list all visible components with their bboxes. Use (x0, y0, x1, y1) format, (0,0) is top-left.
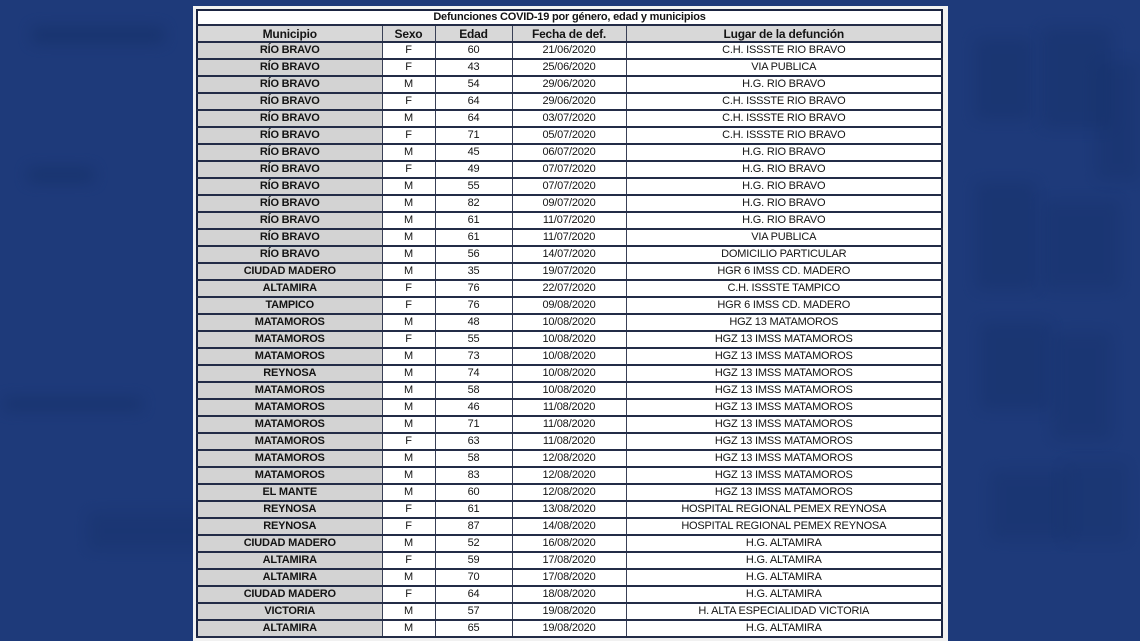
cell-municipio: RÍO BRAVO (197, 93, 382, 110)
cell-fecha: 05/07/2020 (512, 127, 626, 144)
cell-edad: 45 (435, 144, 512, 161)
table-row (197, 331, 942, 348)
cell-municipio: ALTAMIRA (197, 552, 382, 569)
cell-edad: 61 (435, 229, 512, 246)
cell-municipio: RÍO BRAVO (197, 59, 382, 76)
cell-lugar: HGZ 13 IMSS MATAMOROS (626, 416, 942, 433)
cell-lugar: C.H. ISSSTE RIO BRAVO (626, 110, 942, 127)
cell-edad: 74 (435, 365, 512, 382)
table-row (197, 348, 942, 365)
table-row (197, 518, 942, 535)
cell-sexo: M (382, 229, 435, 246)
cell-edad: 64 (435, 586, 512, 603)
table-row (197, 314, 942, 331)
cell-sexo: M (382, 467, 435, 484)
cell-sexo: M (382, 450, 435, 467)
cell-sexo: M (382, 144, 435, 161)
cell-sexo: M (382, 535, 435, 552)
cell-sexo: M (382, 76, 435, 93)
cell-sexo: M (382, 348, 435, 365)
cell-fecha: 25/06/2020 (512, 59, 626, 76)
cell-municipio: MATAMOROS (197, 331, 382, 348)
cell-fecha: 09/07/2020 (512, 195, 626, 212)
cell-sexo: M (382, 365, 435, 382)
cell-edad: 82 (435, 195, 512, 212)
table-row (197, 416, 942, 433)
cell-edad: 43 (435, 59, 512, 76)
cell-edad: 64 (435, 110, 512, 127)
cell-edad: 76 (435, 297, 512, 314)
cell-sexo: M (382, 569, 435, 586)
cell-fecha: 19/08/2020 (512, 620, 626, 637)
cell-edad: 46 (435, 399, 512, 416)
cell-municipio: RÍO BRAVO (197, 178, 382, 195)
cell-edad: 65 (435, 620, 512, 637)
cell-sexo: M (382, 382, 435, 399)
cell-fecha: 18/08/2020 (512, 586, 626, 603)
table-row (197, 195, 942, 212)
background-blur-shape (990, 470, 1070, 540)
cell-fecha: 17/08/2020 (512, 552, 626, 569)
cell-lugar: HGZ 13 IMSS MATAMOROS (626, 331, 942, 348)
cell-lugar: HOSPITAL REGIONAL PEMEX REYNOSA (626, 518, 942, 535)
table-row (197, 603, 942, 620)
table-row (197, 212, 942, 229)
cell-sexo: M (382, 603, 435, 620)
cell-lugar: C.H. ISSSTE RIO BRAVO (626, 93, 942, 110)
cell-municipio: RÍO BRAVO (197, 229, 382, 246)
cell-fecha: 10/08/2020 (512, 331, 626, 348)
cell-edad: 76 (435, 280, 512, 297)
cell-edad: 73 (435, 348, 512, 365)
cell-edad: 83 (435, 467, 512, 484)
cell-edad: 61 (435, 212, 512, 229)
cell-lugar: HGZ 13 IMSS MATAMOROS (626, 365, 942, 382)
cell-lugar: H. ALTA ESPECIALIDAD VICTORIA (626, 603, 942, 620)
table-row (197, 535, 942, 552)
cell-fecha: 11/07/2020 (512, 212, 626, 229)
background-blur-shape (1062, 462, 1128, 542)
cell-edad: 87 (435, 518, 512, 535)
cell-fecha: 14/08/2020 (512, 518, 626, 535)
cell-fecha: 17/08/2020 (512, 569, 626, 586)
cell-edad: 35 (435, 263, 512, 280)
cell-municipio: CIUDAD MADERO (197, 535, 382, 552)
column-header-edad: Edad (435, 25, 512, 42)
cell-lugar: H.G. ALTAMIRA (626, 586, 942, 603)
cell-lugar: H.G. RIO BRAVO (626, 212, 942, 229)
cell-municipio: RÍO BRAVO (197, 195, 382, 212)
cell-fecha: 16/08/2020 (512, 535, 626, 552)
cell-sexo: M (382, 263, 435, 280)
table-row (197, 144, 942, 161)
cell-sexo: F (382, 42, 435, 59)
cell-edad: 48 (435, 314, 512, 331)
cell-lugar: C.H. ISSSTE RIO BRAVO (626, 127, 942, 144)
cell-sexo: F (382, 331, 435, 348)
table-row (197, 93, 942, 110)
cell-edad: 52 (435, 535, 512, 552)
cell-municipio: MATAMOROS (197, 433, 382, 450)
cell-edad: 60 (435, 42, 512, 59)
cell-fecha: 29/06/2020 (512, 93, 626, 110)
cell-sexo: M (382, 110, 435, 127)
table-row (197, 382, 942, 399)
cell-fecha: 21/06/2020 (512, 42, 626, 59)
cell-sexo: M (382, 314, 435, 331)
cell-edad: 49 (435, 161, 512, 178)
table-row (197, 365, 942, 382)
table-row (197, 229, 942, 246)
cell-sexo: F (382, 59, 435, 76)
background-blur-shape (4, 398, 142, 410)
cell-lugar: HGR 6 IMSS CD. MADERO (626, 297, 942, 314)
cell-edad: 59 (435, 552, 512, 569)
background-blur-shape (1042, 200, 1120, 290)
cell-fecha: 11/08/2020 (512, 416, 626, 433)
cell-municipio: MATAMOROS (197, 382, 382, 399)
cell-lugar: HGZ 13 IMSS MATAMOROS (626, 348, 942, 365)
cell-municipio: RÍO BRAVO (197, 161, 382, 178)
cell-fecha: 12/08/2020 (512, 450, 626, 467)
table-row (197, 76, 942, 93)
cell-fecha: 11/08/2020 (512, 399, 626, 416)
cell-lugar: VIA PUBLICA (626, 59, 942, 76)
cell-fecha: 29/06/2020 (512, 76, 626, 93)
table-row (197, 433, 942, 450)
cell-lugar: HGZ 13 IMSS MATAMOROS (626, 450, 942, 467)
table-row (197, 297, 942, 314)
table-row (197, 42, 942, 59)
cell-edad: 60 (435, 484, 512, 501)
cell-municipio: RÍO BRAVO (197, 110, 382, 127)
cell-sexo: M (382, 484, 435, 501)
cell-lugar: HGZ 13 IMSS MATAMOROS (626, 484, 942, 501)
cell-edad: 71 (435, 127, 512, 144)
cell-lugar: C.H. ISSSTE RIO BRAVO (626, 42, 942, 59)
table-title: Defunciones COVID-19 por género, edad y municipios (197, 10, 942, 25)
cell-lugar: HOSPITAL REGIONAL PEMEX REYNOSA (626, 501, 942, 518)
cell-sexo: M (382, 195, 435, 212)
cell-edad: 57 (435, 603, 512, 620)
cell-edad: 61 (435, 501, 512, 518)
table-row (197, 161, 942, 178)
cell-lugar: H.G. ALTAMIRA (626, 620, 942, 637)
cell-fecha: 07/07/2020 (512, 161, 626, 178)
cell-municipio: RÍO BRAVO (197, 246, 382, 263)
cell-edad: 71 (435, 416, 512, 433)
cell-fecha: 12/08/2020 (512, 484, 626, 501)
table-row (197, 450, 942, 467)
cell-municipio: MATAMOROS (197, 467, 382, 484)
cell-municipio: CIUDAD MADERO (197, 586, 382, 603)
cell-fecha: 12/08/2020 (512, 467, 626, 484)
cell-sexo: M (382, 399, 435, 416)
cell-municipio: ALTAMIRA (197, 280, 382, 297)
cell-edad: 58 (435, 382, 512, 399)
cell-municipio: ALTAMIRA (197, 569, 382, 586)
cell-lugar: HGZ 13 IMSS MATAMOROS (626, 433, 942, 450)
cell-sexo: F (382, 433, 435, 450)
cell-municipio: REYNOSA (197, 518, 382, 535)
cell-lugar: DOMICILIO PARTICULAR (626, 246, 942, 263)
cell-sexo: F (382, 552, 435, 569)
cell-fecha: 10/08/2020 (512, 314, 626, 331)
cell-sexo: F (382, 280, 435, 297)
table-row (197, 263, 942, 280)
cell-sexo: F (382, 93, 435, 110)
background-blur-shape (975, 38, 1033, 120)
cell-lugar: HGZ 13 IMSS MATAMOROS (626, 467, 942, 484)
column-header-lugar: Lugar de la defunción (626, 25, 942, 42)
cell-fecha: 10/08/2020 (512, 382, 626, 399)
cell-lugar: H.G. ALTAMIRA (626, 569, 942, 586)
cell-lugar: H.G. RIO BRAVO (626, 76, 942, 93)
column-header-municipio: Municipio (197, 25, 382, 42)
table-row (197, 552, 942, 569)
cell-fecha: 13/08/2020 (512, 501, 626, 518)
report-sheet (193, 6, 948, 641)
cell-lugar: HGZ 13 MATAMOROS (626, 314, 942, 331)
column-header-fecha: Fecha de def. (512, 25, 626, 42)
table-row (197, 586, 942, 603)
cell-sexo: M (382, 620, 435, 637)
cell-municipio: REYNOSA (197, 365, 382, 382)
table-row (197, 127, 942, 144)
cell-fecha: 11/08/2020 (512, 433, 626, 450)
background-blur-shape (1052, 332, 1112, 440)
covid-deaths-table (196, 9, 943, 638)
cell-lugar: H.G. RIO BRAVO (626, 161, 942, 178)
cell-lugar: VIA PUBLICA (626, 229, 942, 246)
cell-edad: 54 (435, 76, 512, 93)
cell-sexo: F (382, 297, 435, 314)
table-row (197, 178, 942, 195)
background-blur-shape (980, 322, 1050, 410)
cell-sexo: F (382, 161, 435, 178)
cell-municipio: MATAMOROS (197, 416, 382, 433)
cell-municipio: MATAMOROS (197, 450, 382, 467)
cell-fecha: 07/07/2020 (512, 178, 626, 195)
table-row (197, 484, 942, 501)
cell-sexo: F (382, 586, 435, 603)
background-blur-shape (1096, 62, 1140, 180)
cell-municipio: REYNOSA (197, 501, 382, 518)
cell-lugar: HGZ 13 IMSS MATAMOROS (626, 399, 942, 416)
cell-fecha: 09/08/2020 (512, 297, 626, 314)
cell-fecha: 06/07/2020 (512, 144, 626, 161)
cell-fecha: 22/07/2020 (512, 280, 626, 297)
cell-lugar: HGZ 13 IMSS MATAMOROS (626, 382, 942, 399)
cell-sexo: F (382, 518, 435, 535)
cell-lugar: H.G. ALTAMIRA (626, 535, 942, 552)
cell-fecha: 19/07/2020 (512, 263, 626, 280)
cell-lugar: HGR 6 IMSS CD. MADERO (626, 263, 942, 280)
table-title-row (197, 10, 942, 25)
table-row (197, 59, 942, 76)
cell-edad: 55 (435, 331, 512, 348)
cell-municipio: TAMPICO (197, 297, 382, 314)
cell-fecha: 03/07/2020 (512, 110, 626, 127)
cell-edad: 58 (435, 450, 512, 467)
table-header-row (197, 25, 942, 42)
table-row (197, 501, 942, 518)
table-row (197, 280, 942, 297)
background-blur-shape (28, 168, 94, 182)
cell-municipio: EL MANTE (197, 484, 382, 501)
column-header-sexo: Sexo (382, 25, 435, 42)
table-row (197, 399, 942, 416)
cell-fecha: 10/08/2020 (512, 348, 626, 365)
cell-fecha: 14/07/2020 (512, 246, 626, 263)
table-row (197, 620, 942, 637)
cell-edad: 55 (435, 178, 512, 195)
table-row (197, 569, 942, 586)
cell-fecha: 10/08/2020 (512, 365, 626, 382)
cell-lugar: H.G. ALTAMIRA (626, 552, 942, 569)
cell-fecha: 11/07/2020 (512, 229, 626, 246)
cell-lugar: H.G. RIO BRAVO (626, 144, 942, 161)
cell-edad: 56 (435, 246, 512, 263)
cell-sexo: M (382, 178, 435, 195)
cell-edad: 70 (435, 569, 512, 586)
cell-edad: 63 (435, 433, 512, 450)
cell-lugar: C.H. ISSSTE TAMPICO (626, 280, 942, 297)
cell-sexo: M (382, 416, 435, 433)
table-row (197, 110, 942, 127)
cell-municipio: ALTAMIRA (197, 620, 382, 637)
cell-municipio: RÍO BRAVO (197, 76, 382, 93)
cell-municipio: RÍO BRAVO (197, 212, 382, 229)
background-blur-shape (976, 182, 1036, 290)
table-row (197, 467, 942, 484)
cell-municipio: RÍO BRAVO (197, 127, 382, 144)
cell-municipio: MATAMOROS (197, 348, 382, 365)
cell-sexo: F (382, 501, 435, 518)
cell-sexo: M (382, 246, 435, 263)
cell-lugar: H.G. RIO BRAVO (626, 178, 942, 195)
cell-sexo: M (382, 212, 435, 229)
cell-sexo: F (382, 127, 435, 144)
cell-municipio: CIUDAD MADERO (197, 263, 382, 280)
cell-fecha: 19/08/2020 (512, 603, 626, 620)
cell-municipio: RÍO BRAVO (197, 144, 382, 161)
cell-municipio: VICTORIA (197, 603, 382, 620)
cell-municipio: RÍO BRAVO (197, 42, 382, 59)
cell-municipio: MATAMOROS (197, 399, 382, 416)
cell-lugar: H.G. RIO BRAVO (626, 195, 942, 212)
cell-municipio: MATAMOROS (197, 314, 382, 331)
background-blur-shape (32, 27, 164, 43)
cell-edad: 64 (435, 93, 512, 110)
table-row (197, 246, 942, 263)
